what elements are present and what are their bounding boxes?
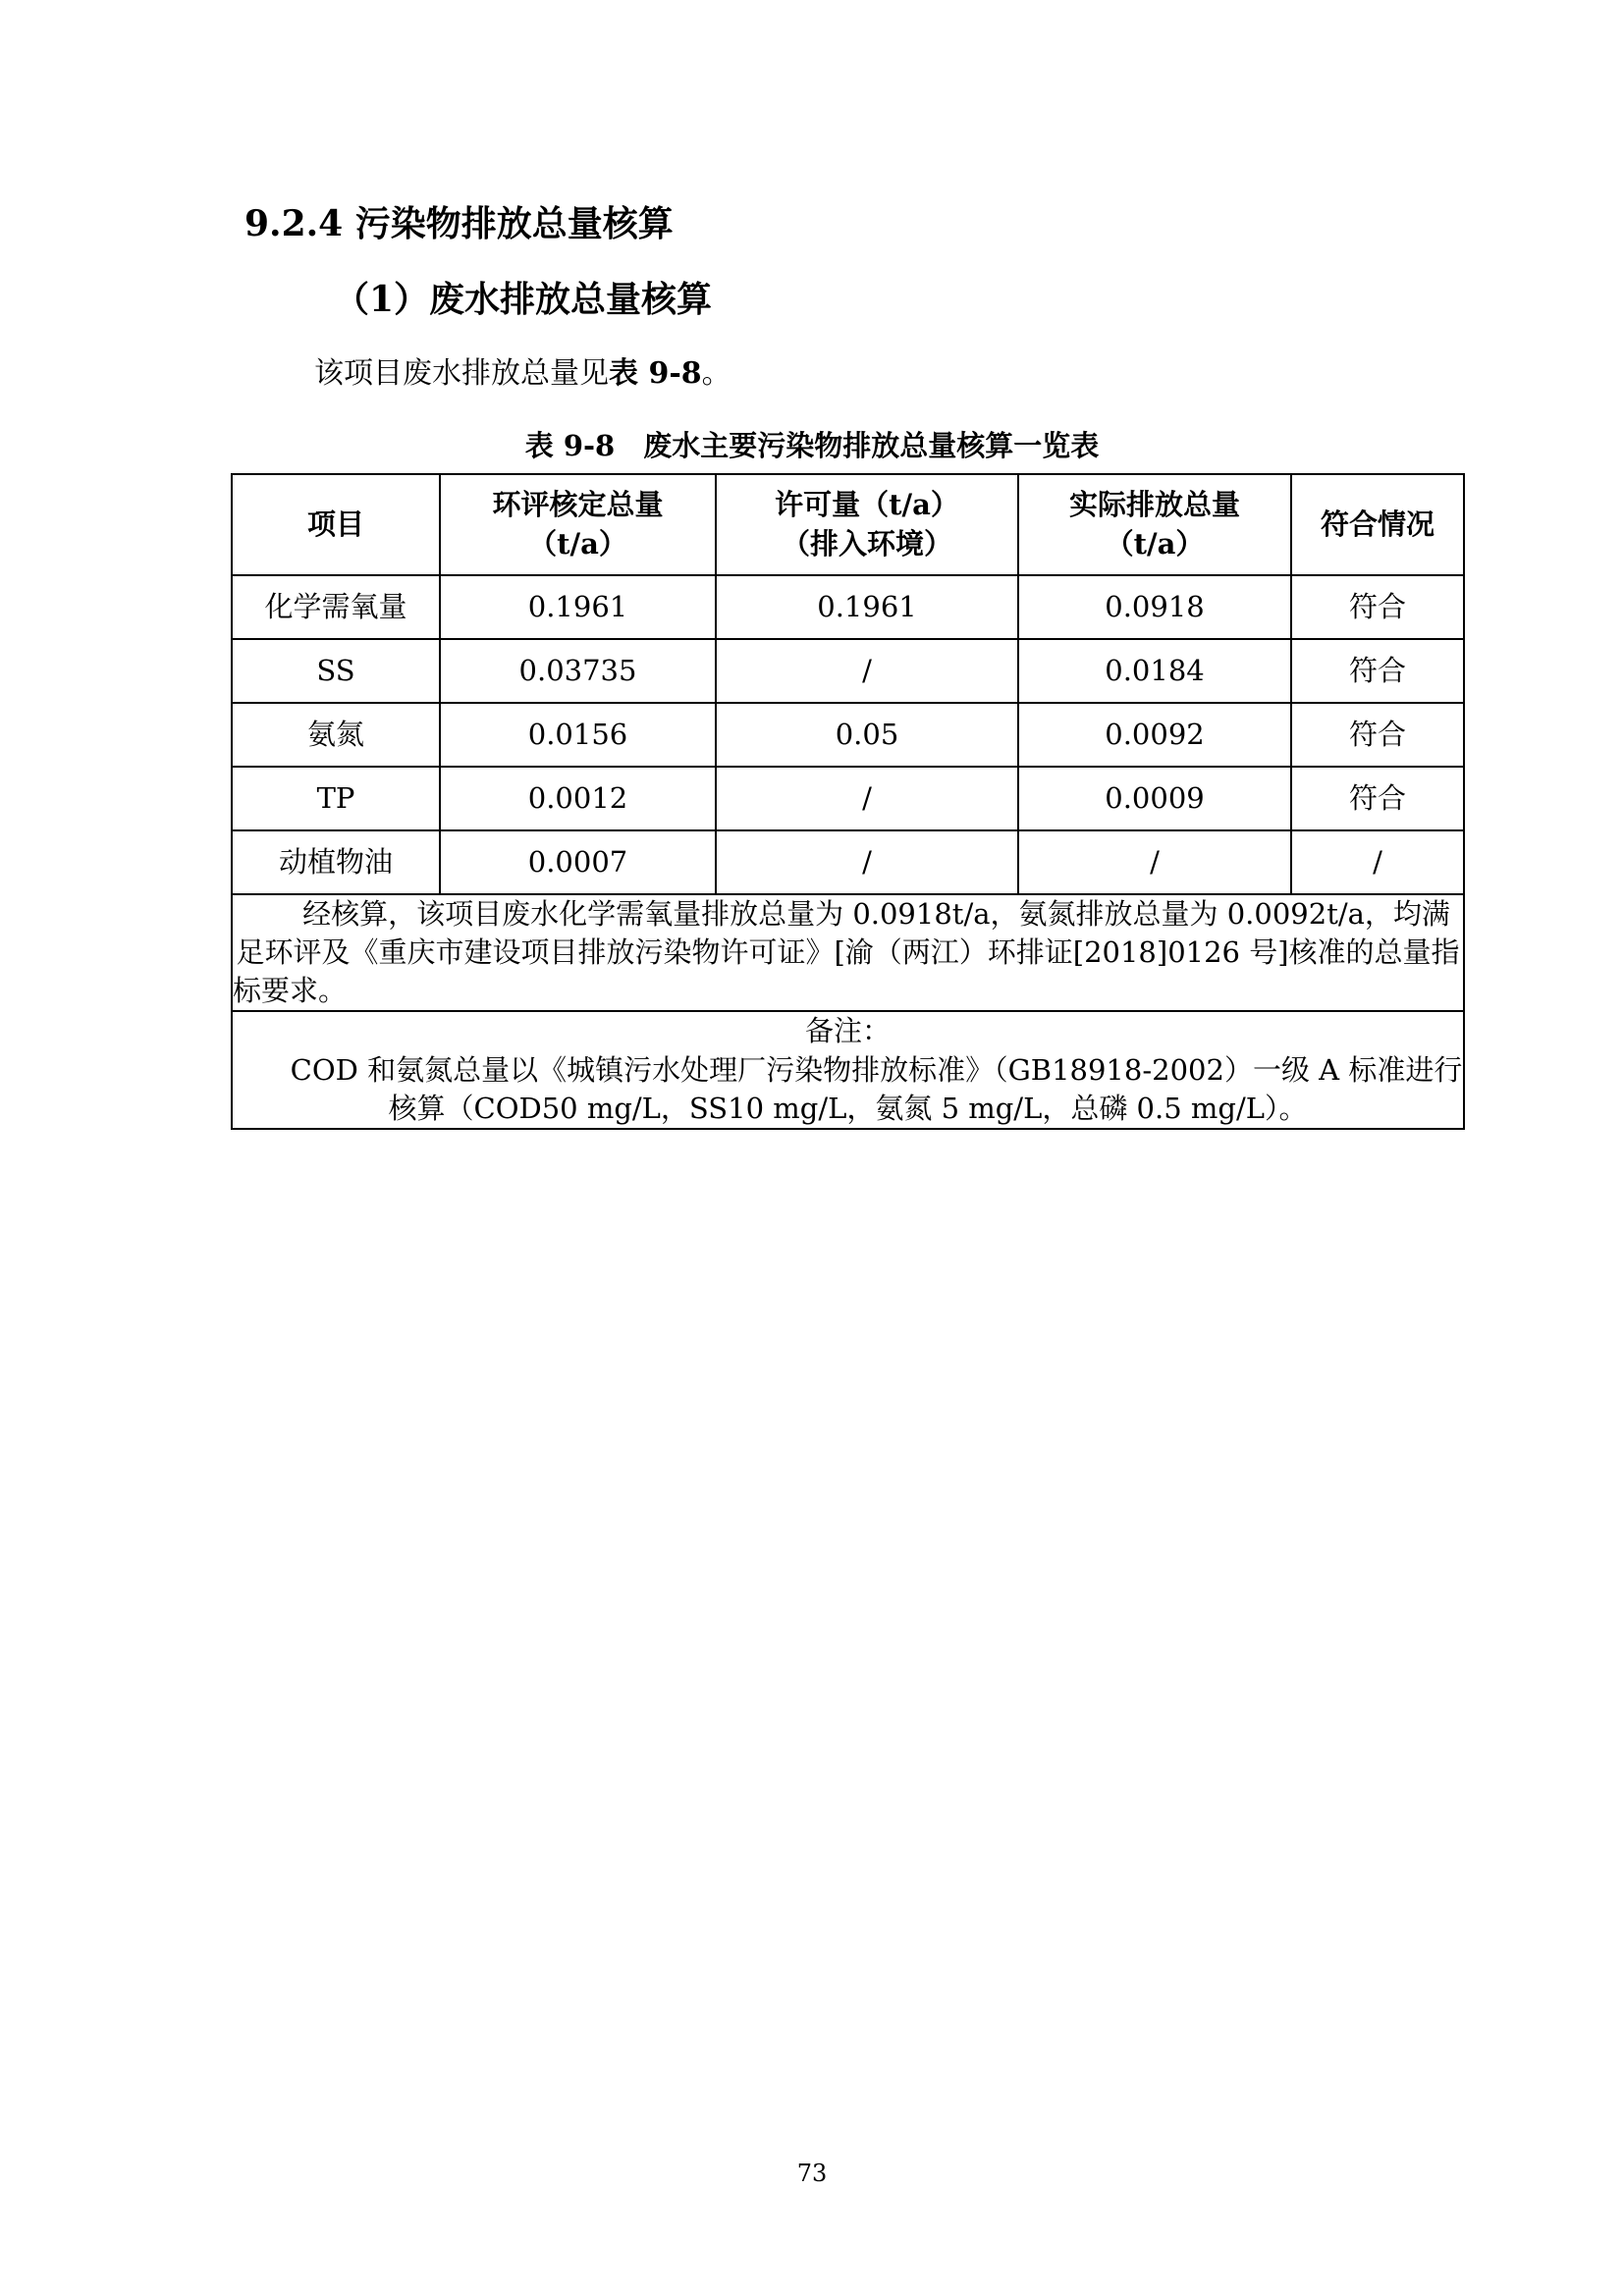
table-cell: 符合 <box>1291 767 1464 830</box>
intro-prefix: 该项目废水排放总量见 <box>314 356 609 391</box>
page-number: 73 <box>796 2160 828 2187</box>
table-row <box>232 767 1464 830</box>
table-cell: 0.1961 <box>440 575 716 639</box>
table-cell: 符合 <box>1291 703 1464 767</box>
table-cell: / <box>716 767 1018 830</box>
conclusion-row <box>232 894 1464 1011</box>
table-cell: 0.1961 <box>716 575 1018 639</box>
table-header-row <box>232 474 1464 575</box>
sub-heading: （1）废水排放总量核算 <box>334 279 713 320</box>
table-reference: 表 9-8 <box>609 356 702 391</box>
conclusion-cell <box>232 894 1464 1011</box>
table-cell: TP <box>232 767 440 830</box>
table-cell: 0.0184 <box>1018 639 1291 703</box>
table-cell: / <box>716 830 1018 894</box>
header-eia-total: 环评核定总量 （t/a） <box>440 474 716 575</box>
table-cell: SS <box>232 639 440 703</box>
note-text: COD 和氨氮总量以《城镇污水处理厂污染物排放标准》（GB18918-2002）一级 A 标准进行核算（COD50 mg/L，SS10 mg/L，氨氮 5 mg/L，总磷 0.5 mg/L）。 <box>290 1052 1463 1125</box>
header-actual-total: 实际排放总量 （t/a） <box>1018 474 1291 575</box>
section-heading: 9.2.4 污染物排放总量核算 <box>244 203 674 244</box>
table-row <box>232 830 1464 894</box>
header-item: 项目 <box>232 474 440 575</box>
table-cell: / <box>1018 830 1291 894</box>
table-row <box>232 639 1464 703</box>
table-row <box>232 703 1464 767</box>
table-cell: 0.05 <box>716 703 1018 767</box>
emission-table <box>231 473 1465 1130</box>
table-caption: 表 9-8 废水主要污染物排放总量核算一览表 <box>524 429 1100 462</box>
note-row <box>232 1011 1464 1128</box>
table-cell: 0.0156 <box>440 703 716 767</box>
table-cell: 0.0007 <box>440 830 716 894</box>
table-cell: / <box>716 639 1018 703</box>
conclusion-text: 经核算，该项目废水化学需氧量排放总量为 0.0918t/a，氨氮排放总量为 0.0092t/a，均满足环评及《重庆市建设项目排放污染物许可证》[渝（两江）环排证[2018]0126 号]核准的总量指标要求。 <box>233 897 1460 1008</box>
note-label: 备注： <box>804 1014 891 1048</box>
table-cell: 化学需氧量 <box>232 575 440 639</box>
table-cell: 0.03735 <box>440 639 716 703</box>
table-cell: 0.0012 <box>440 767 716 830</box>
table-cell: 氨氮 <box>232 703 440 767</box>
table-cell: 动植物油 <box>232 830 440 894</box>
header-permit: 许可量（t/a） （排入环境） <box>716 474 1018 575</box>
intro-paragraph <box>314 348 731 392</box>
table-cell: 0.0009 <box>1018 767 1291 830</box>
table-row <box>232 575 1464 639</box>
table-cell: / <box>1291 830 1464 894</box>
table-cell: 0.0092 <box>1018 703 1291 767</box>
table-cell: 符合 <box>1291 575 1464 639</box>
intro-suffix: 。 <box>701 356 731 391</box>
table-cell: 符合 <box>1291 639 1464 703</box>
note-cell <box>232 1011 1464 1128</box>
header-compliance: 符合情况 <box>1291 474 1464 575</box>
table-cell: 0.0918 <box>1018 575 1291 639</box>
